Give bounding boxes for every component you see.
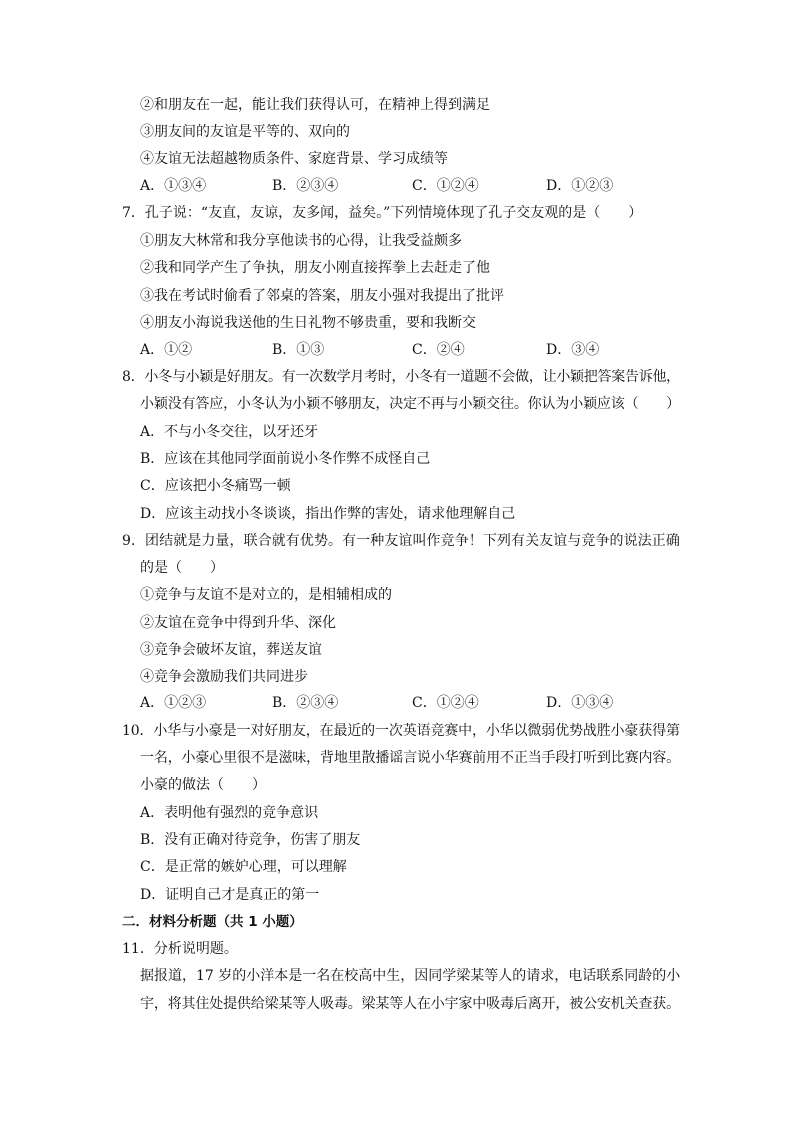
q6-option-b[interactable]: B．②③④ (272, 178, 339, 194)
q10-option-d[interactable]: D．证明自己才是真正的第一 (140, 887, 320, 903)
q7-stem: 7．孔子说：“友直，友谅，友多闻，益矣。”下列情境体现了孔子交友观的是（ ） (122, 205, 643, 221)
q9-option-b[interactable]: B．②③④ (272, 695, 339, 711)
q9-item-4: ④竞争会激励我们共同进步 (140, 669, 308, 685)
q11-paragraph-line-1: 据报道，17 岁的小洋本是一名在校高中生，因同学梁某等人的请求，电话联系同龄的小 (140, 968, 681, 984)
q6-item-3: ③朋友间的友谊是平等的、双向的 (140, 124, 350, 140)
q11-paragraph-line-2: 宇，将其住处提供给梁某等人吸毒。梁某等人在小宇家中吸毒后离开，被公安机关查获。 (140, 996, 680, 1012)
q10-option-a[interactable]: A．表明他有强烈的竞争意识 (140, 805, 319, 821)
q8-stem-line-2: 小颖没有答应，小冬认为小颖不够朋友，决定不再与小颖交往。你认为小颖应该（ ） (140, 396, 680, 412)
q9-item-1: ①竞争与友谊不是对立的，是相辅相成的 (140, 587, 392, 603)
q8-stem-line-1: 8．小冬与小颖是好朋友。有一次数学月考时，小冬有一道题不会做，让小颖把答案告诉他， (122, 369, 680, 385)
q7-item-4: ④朋友小海说我送他的生日礼物不够贵重，要和我断交 (140, 315, 476, 331)
q9-stem-line-1: 9．团结就是力量，联合就有优势。有一种友谊叫作竞争！下列有关友谊与竞争的说法正确 (122, 533, 680, 549)
q7-option-a[interactable]: A．①② (140, 342, 193, 358)
q9-options (0, 690, 794, 717)
q9-item-3: ③竞争会破坏友谊，葬送友谊 (140, 642, 322, 658)
section-heading: 二．材料分析题（共 1 小题） (122, 914, 303, 930)
q8-option-a[interactable]: A．不与小冬交往，以牙还牙 (140, 424, 319, 440)
q9-option-d[interactable]: D．①③④ (546, 695, 614, 711)
q10-stem-line-1: 10．小华与小豪是一对好朋友，在最近的一次英语竞赛中，小华以微弱优势战胜小豪获得第 (122, 723, 680, 739)
q7-item-3: ③我在考试时偷看了邻桌的答案，朋友小强对我提出了批评 (140, 288, 504, 304)
q6-option-d[interactable]: D．①②③ (546, 178, 614, 194)
q10-option-c[interactable]: C．是正常的嫉妒心理，可以理解 (140, 859, 347, 875)
q9-option-a[interactable]: A．①②③ (140, 695, 207, 711)
q6-options (0, 173, 794, 200)
q10-stem-line-3: 小豪的做法（ ） (140, 777, 266, 793)
q9-item-2: ②友谊在竞争中得到升华、深化 (140, 615, 336, 631)
q8-option-d[interactable]: D．应该主动找小冬谈谈，指出作弊的害处，请求他理解自己 (140, 506, 516, 522)
q6-item-2: ②和朋友在一起，能让我们获得认可，在精神上得到满足 (140, 97, 490, 113)
q7-option-c[interactable]: C．②④ (412, 342, 465, 358)
q8-option-b[interactable]: B．应该在其他同学面前说小冬作弊不成怪自己 (140, 451, 431, 467)
q10-option-b[interactable]: B．没有正确对待竞争，伤害了朋友 (140, 832, 361, 848)
q7-option-d[interactable]: D．③④ (546, 342, 600, 358)
q7-option-b[interactable]: B．①③ (272, 342, 325, 358)
q11-stem: 11．分析说明题。 (122, 941, 238, 957)
q9-stem-line-2: 的是（ ） (140, 560, 224, 576)
q7-item-1: ①朋友大林常和我分享他读书的心得，让我受益颇多 (140, 233, 462, 249)
q8-option-c[interactable]: C．应该把小冬痛骂一顿 (140, 478, 291, 494)
q6-item-4: ④友谊无法超越物质条件、家庭背景、学习成绩等 (140, 151, 448, 167)
q9-option-c[interactable]: C．①②④ (412, 695, 479, 711)
q6-option-a[interactable]: A．①③④ (140, 178, 207, 194)
q7-options (0, 337, 794, 364)
q7-item-2: ②我和同学产生了争执，朋友小刚直接挥拳上去赶走了他 (140, 260, 490, 276)
q10-stem-line-2: 一名，小豪心里很不是滋味，背地里散播谣言说小华赛前用不正当手段打听到比赛内容。 (140, 750, 680, 766)
q6-option-c[interactable]: C．①②④ (412, 178, 479, 194)
